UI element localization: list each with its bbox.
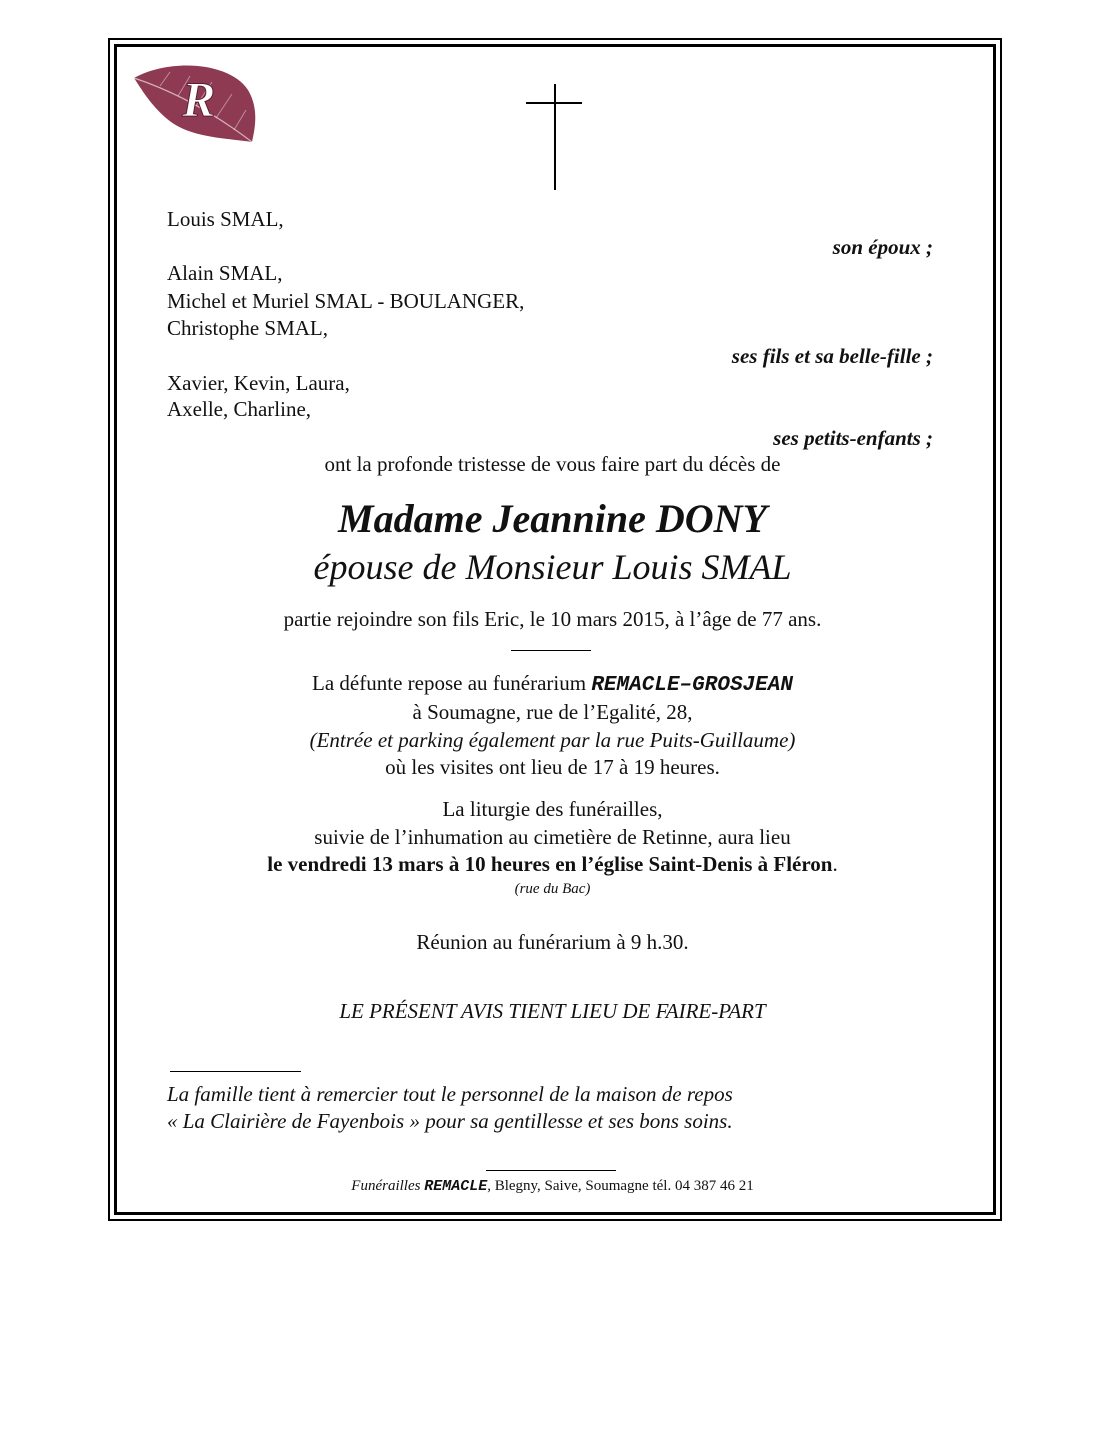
visitation-intro (0, 670, 1105, 699)
child-1: Alain SMAL, (167, 261, 283, 285)
announcement: ont la profonde tristesse de vous faire part du décès de (324, 452, 781, 476)
grandchildren-2: Axelle, Charline, (167, 397, 312, 421)
divider (511, 650, 591, 651)
liturgy-street: (rue du Bac) (514, 881, 591, 897)
thanks-divider (170, 1071, 301, 1072)
funeral-home-name: REMACLE–GROSJEAN (591, 674, 793, 697)
liturgy-line-1: La liturgie des funérailles, (442, 797, 663, 821)
grandchildren-1: Xavier, Kevin, Laura, (167, 371, 350, 395)
deceased-name: Madame Jeannine DONY (338, 496, 767, 541)
child-3: Christophe SMAL, (167, 316, 329, 340)
deceased-subtitle: épouse de Monsieur Louis SMAL (313, 547, 792, 587)
visitation-address: à Soumagne, rue de l’Egalité, 28, (412, 700, 693, 724)
death-line: partie rejoindre son fils Eric, le 10 mars 2015, à l’âge de 77 ans. (283, 607, 822, 631)
thanks-line-2: « La Clairière de Fayenbois » pour sa gentillesse et ses bons soins. (167, 1109, 733, 1133)
cross-icon (526, 84, 582, 192)
notice: LE PRÉSENT AVIS TIENT LIEU DE FAIRE-PART (339, 999, 766, 1023)
liturgy-date-place (0, 851, 1105, 877)
meeting: Réunion au funérarium à 9 h.30. (416, 930, 689, 954)
spouse-role: son époux ; (832, 235, 933, 259)
grandchildren-role: ses petits-enfants ; (773, 426, 933, 450)
footer-label: Funérailles (351, 1178, 425, 1194)
visitation-hours: où les visites ont lieu de 17 à 19 heures. (385, 755, 720, 779)
visitation-intro-text: La défunte repose au funérarium (312, 671, 592, 695)
liturgy-date-place-text: le vendredi 13 mars à 10 heures en l’église Saint-Denis à Fléron (267, 852, 833, 876)
child-2: Michel et Muriel SMAL - BOULANGER, (167, 289, 525, 313)
logo-letter: R (182, 71, 216, 127)
footer-company: REMACLE (424, 1178, 488, 1195)
footer-divider (486, 1170, 616, 1171)
footer-details: , Blegny, Saive, Soumagne tél. 04 387 46 21 (487, 1178, 754, 1194)
liturgy-line-2: suivie de l’inhumation au cimetière de Retinne, aura lieu (314, 825, 791, 849)
visitation-parking: (Entrée et parking également par la rue Puits-Guillaume) (309, 728, 796, 752)
liturgy-date-place-end: . (832, 852, 838, 876)
footer (0, 1177, 1105, 1196)
remacle-leaf-logo (130, 60, 258, 144)
spouse-name: Louis SMAL, (167, 207, 284, 231)
children-role: ses fils et sa belle-fille ; (731, 344, 933, 368)
thanks-line-1: La famille tient à remercier tout le personnel de la maison de repos (167, 1082, 733, 1106)
